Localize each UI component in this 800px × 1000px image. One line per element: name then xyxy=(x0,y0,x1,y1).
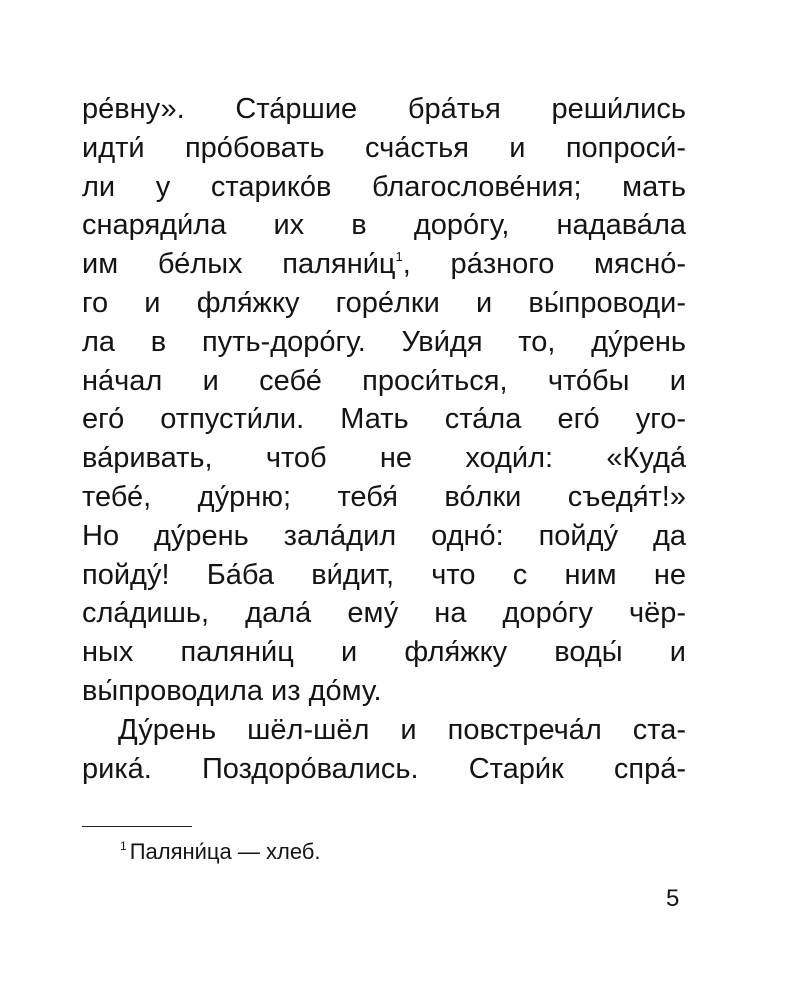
text-line: сла́дишь, дала́ ему́ на доро́гу чёр- xyxy=(82,597,686,630)
page-number: 5 xyxy=(666,885,680,912)
text-line: снаряди́ла их в доро́гу, надава́ла xyxy=(82,209,686,242)
paragraph-first-line: Ду́рень шёл-шёл и повстреча́л ста- xyxy=(118,713,686,746)
text-line: рика́. Поздоро́вались. Стари́к спра́- xyxy=(82,752,686,785)
text-segment: , ра́зного мясно́- xyxy=(402,248,686,281)
text-line: ре́вну». Ста́ршие бра́тья реши́лись xyxy=(82,93,686,125)
text-line: пойду́! Ба́ба ви́дит, что с ним не xyxy=(82,558,686,591)
text-line: го и фля́жку горе́лки и вы́проводи- xyxy=(82,286,686,319)
body-text xyxy=(82,90,686,788)
text-line: ных паляни́ц и фля́жку воды́ и xyxy=(82,636,686,669)
footnote-marker: 1 xyxy=(120,839,127,853)
footnote-reference: 1 xyxy=(395,249,403,265)
text-line: идти́ про́бовать сча́стья и попроси́- xyxy=(82,131,686,164)
footnote xyxy=(120,838,321,866)
text-line: ла в путь-доро́гу. Уви́дя то, ду́рень xyxy=(82,325,686,358)
footnote-text: Паляни́ца — хлеб. xyxy=(129,839,321,864)
text-segment: им бе́лых паляни́ц xyxy=(82,248,396,281)
text-line: Но ду́рень зала́дил одно́: пойду́ да xyxy=(82,519,686,552)
text-line-with-footnote xyxy=(82,245,686,284)
text-line: ва́ривать, чтоб не ходи́л: «Куда́ xyxy=(82,442,686,475)
text-line: ли у старико́в благослове́ния; мать xyxy=(82,170,686,203)
footnote-divider xyxy=(82,826,192,827)
text-line: тебе́, ду́рню; тебя́ во́лки съедя́т!» xyxy=(82,480,686,513)
text-line: вы́проводила из до́му. xyxy=(82,674,382,707)
text-line: его́ отпусти́ли. Мать ста́ла его́ уго- xyxy=(82,403,686,436)
text-line: на́чал и себе́ проси́ться, что́бы и xyxy=(82,364,686,397)
